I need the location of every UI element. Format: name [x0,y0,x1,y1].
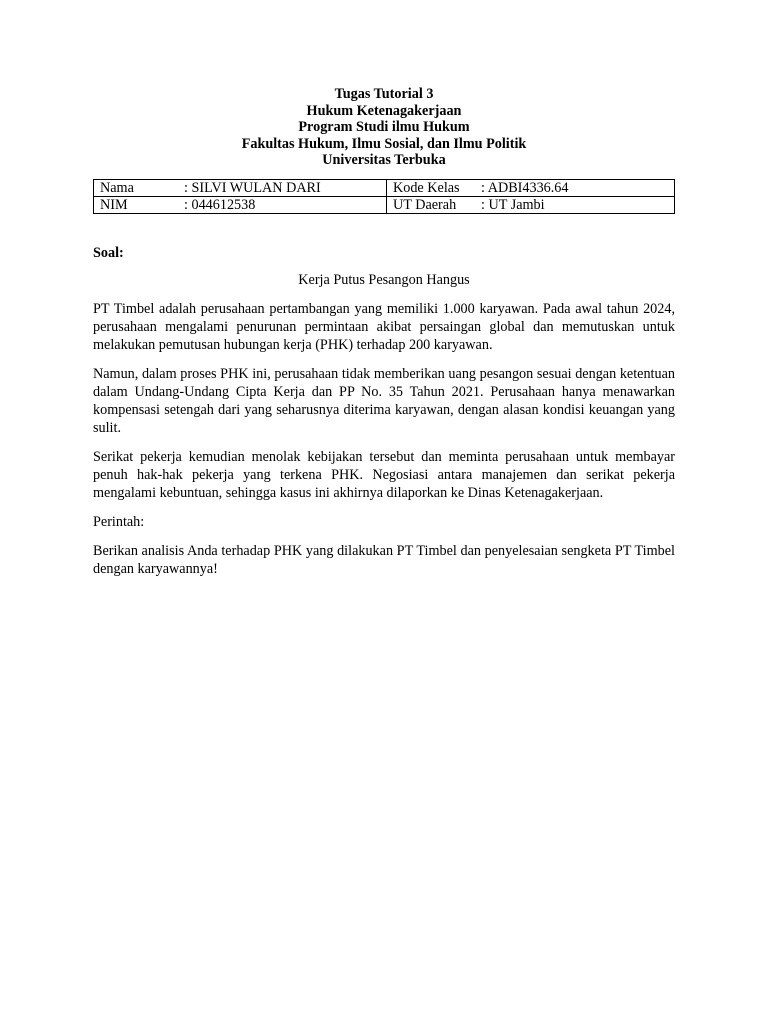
table-row [94,179,675,196]
header-faculty: Fakultas Hukum, Ilmu Sosial, dan Ilmu Politik [241,135,527,152]
student-info-table [93,179,675,214]
case-title: Kerja Putus Pesangon Hangus [298,271,470,288]
instruction-label: Perintah: [93,513,145,530]
paragraph-case-severance: Namun, dalam proses PHK ini, perusahaan tidak memberikan uang pesangon sesuai dengan ketentuan dalam Undang-Undang Cipta Kerja dan PP No. 35 Tahun 2021. Perusahaan hanya menawarkan kompensasi setengah dari yang seharusnya diterima karyawan, dengan alasan kondisi keuangan yang sulit. [93,365,675,436]
class-code-label: Kode Kelas [387,179,476,196]
header-study-program: Program Studi ilmu Hukum [298,119,470,135]
paragraph-case-intro: PT Timbel adalah perusahaan pertambangan yang memiliki 1.000 karyawan. Pada awal tahun 2024, perusahaan mengalami penurunan permintaan akibat persaingan global dan memutuskan untuk melakukan pemutusan hubungan kerja (PHK) terhadap 200 karyawan. [93,300,675,353]
paragraph-case-union: Serikat pekerja kemudian menolak kebijakan tersebut dan meminta perusahaan untuk membayar penuh hak-hak pekerja yang terkena PHK. Negosiasi antara manajemen dan serikat pekerja mengalami kebuntuan, sehingga kasus ini akhirnya dilaporkan ke Dinas Ketenagakerjaan. [93,448,675,501]
document-page [93,86,675,578]
region-label: UT Daerah [387,196,476,213]
header-university: Universitas Terbuka [322,152,446,168]
class-code-value: : ADBI4336.64 [475,179,675,196]
document-header [93,86,675,169]
nim-label: NIM [94,196,179,213]
name-label: Nama [94,179,179,196]
name-value: : SILVI WULAN DARI [178,179,387,196]
instruction-text: Berikan analisis Anda terhadap PHK yang dilakukan PT Timbel dan penyelesaian sengketa PT Timbel dengan karyawannya! [93,542,675,577]
question-label: Soal: [93,244,124,261]
header-assignment-title: Tugas Tutorial 3 [334,86,434,102]
header-course-name: Hukum Ketenagakerjaan [306,102,462,119]
table-row [94,196,675,213]
region-value: : UT Jambi [475,196,675,213]
nim-value: : 044612538 [178,196,387,213]
